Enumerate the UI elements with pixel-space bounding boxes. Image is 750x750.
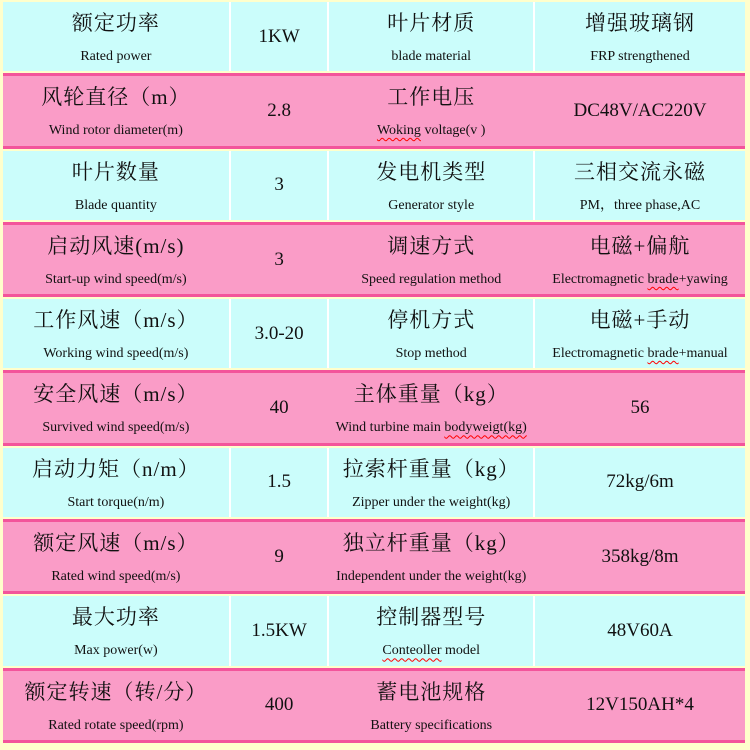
cell-value: 12V150AH*4 <box>586 694 694 716</box>
table-row <box>3 596 745 665</box>
label-chinese: 独立杆重量（kg） <box>342 531 520 556</box>
cell-value: 3 <box>274 248 284 270</box>
label-english: Electromagnetic brade+manual <box>552 346 728 362</box>
spec-label-cell <box>3 596 231 665</box>
label-chinese: 电磁+偏航 <box>589 233 691 258</box>
label-english: Speed regulation method <box>361 271 502 287</box>
misspelled-word: Conteoller <box>382 643 442 659</box>
table-row <box>3 299 745 368</box>
label-chinese: 三相交流永磁 <box>573 159 706 184</box>
cell-value: DC48V/AC220V <box>573 99 707 121</box>
spec-label-cell <box>329 596 535 665</box>
label-english: FRP strengthened <box>590 48 690 64</box>
label-chinese: 启动风速(m/s) <box>47 233 185 258</box>
label-english: blade material <box>391 48 472 64</box>
cell-value: 1.5KW <box>251 620 307 642</box>
label-english: Zipper under the weight(kg) <box>352 494 511 510</box>
misspelled-word: Woking <box>376 123 421 139</box>
cell-value: 40 <box>269 397 289 419</box>
spec-value-cell <box>231 522 330 591</box>
label-chinese: 工作风速（m/s） <box>33 308 199 333</box>
cell-value: 3.0-20 <box>254 322 304 344</box>
label-english: PM，three phase,AC <box>579 197 701 213</box>
label-chinese: 额定转速（转/分） <box>24 679 208 704</box>
label-english: Survived wind speed(m/s) <box>42 420 190 436</box>
table-row <box>3 448 745 517</box>
label-chinese: 最大功率 <box>71 605 160 630</box>
label-chinese: 叶片数量 <box>71 159 160 184</box>
label-chinese: 叶片材质 <box>387 11 476 35</box>
cell-value: 72kg/6m <box>606 471 674 493</box>
spec-label-cell <box>329 299 535 368</box>
table-row <box>3 222 745 297</box>
spec-value-cell <box>535 671 745 740</box>
spec-label-cell <box>3 522 231 591</box>
spec-value-cell <box>231 225 330 294</box>
label-english: Woking voltage(v ) <box>376 123 486 139</box>
label-chinese: 发电机类型 <box>376 159 487 184</box>
spec-value-cell <box>231 76 330 145</box>
label-english: Conteoller model <box>382 643 481 659</box>
cell-value: 48V60A <box>607 620 673 642</box>
cell-value: 3 <box>274 174 284 196</box>
spec-label-cell <box>3 448 231 517</box>
label-english: Stop method <box>395 346 467 362</box>
spec-value-cell <box>231 596 330 665</box>
spec-label-cell <box>329 373 535 442</box>
spec-label-cell <box>3 299 231 368</box>
cell-value: 1.5 <box>267 471 291 493</box>
label-chinese: 风轮直径（m） <box>41 85 191 110</box>
spec-label-cell <box>329 76 535 145</box>
spec-value-cell <box>535 448 745 517</box>
spec-value-cell <box>231 2 330 71</box>
label-english: Max power(w) <box>74 643 158 659</box>
label-chinese: 安全风速（m/s） <box>33 382 199 407</box>
label-english: Rated rotate speed(rpm) <box>48 717 184 733</box>
label-english: Generator style <box>388 197 475 213</box>
label-chinese: 电磁+手动 <box>589 308 691 333</box>
label-chinese: 调速方式 <box>387 233 476 258</box>
spec-label-cell <box>329 522 535 591</box>
spec-value-cell <box>231 671 330 740</box>
spec-value-cell <box>231 299 330 368</box>
spec-label-cell <box>535 2 745 71</box>
label-chinese: 拉索杆重量（kg） <box>342 456 520 481</box>
misspelled-word: brade <box>647 271 679 287</box>
misspelled-word: brade <box>647 346 679 362</box>
label-english: Start-up wind speed(m/s) <box>45 271 187 287</box>
spec-value-cell <box>231 448 330 517</box>
table-row <box>3 73 745 148</box>
label-chinese: 额定风速（m/s） <box>33 531 199 556</box>
table-row <box>3 370 745 445</box>
label-english: Battery specifications <box>370 717 493 733</box>
spec-label-cell <box>535 151 745 220</box>
spec-label-cell <box>329 151 535 220</box>
cell-value: 9 <box>274 545 284 567</box>
label-english: Independent under the weight(kg) <box>336 568 527 584</box>
label-chinese: 额定功率 <box>71 11 160 35</box>
label-english: Electromagnetic brade+yawing <box>552 271 728 287</box>
spec-value-cell <box>535 76 745 145</box>
spec-label-cell <box>329 225 535 294</box>
cell-value: 358kg/8m <box>601 545 679 567</box>
table-row <box>3 151 745 220</box>
spec-label-cell <box>3 151 231 220</box>
table-row <box>3 519 745 594</box>
spec-label-cell <box>3 671 231 740</box>
spec-value-cell <box>231 373 330 442</box>
label-english: Working wind speed(m/s) <box>43 346 189 362</box>
label-chinese: 蓄电池规格 <box>376 679 487 704</box>
label-english: Wind turbine main bodyweigt(kg) <box>335 420 527 436</box>
label-chinese: 增强玻璃钢 <box>584 11 695 35</box>
label-chinese: 工作电压 <box>387 85 476 110</box>
spec-label-cell <box>329 448 535 517</box>
table-row <box>3 668 745 743</box>
spec-table <box>3 2 745 743</box>
spec-label-cell <box>3 373 231 442</box>
misspelled-word: bodyweigt(kg) <box>444 420 527 436</box>
cell-value: 56 <box>630 397 650 419</box>
spec-label-cell <box>3 76 231 145</box>
label-chinese: 主体重量（kg） <box>353 382 509 407</box>
cell-value: 1KW <box>258 25 300 47</box>
spec-label-cell <box>3 225 231 294</box>
cell-value: 2.8 <box>267 99 291 121</box>
label-chinese: 控制器型号 <box>376 605 487 630</box>
spec-label-cell <box>3 2 231 71</box>
table-row <box>3 2 745 71</box>
spec-label-cell <box>329 671 535 740</box>
spec-value-cell <box>231 151 330 220</box>
spec-value-cell <box>535 596 745 665</box>
spec-value-cell <box>535 522 745 591</box>
spec-label-cell <box>535 225 745 294</box>
spec-label-cell <box>535 299 745 368</box>
label-english: Start torque(n/m) <box>67 494 165 510</box>
spec-value-cell <box>535 373 745 442</box>
label-english: Rated wind speed(m/s) <box>51 568 181 584</box>
spec-label-cell <box>329 2 535 71</box>
label-english: Blade quantity <box>74 197 157 213</box>
label-chinese: 停机方式 <box>387 308 476 333</box>
label-chinese: 启动力矩（n/m） <box>32 456 200 481</box>
label-english: Rated power <box>80 48 152 64</box>
cell-value: 400 <box>264 694 294 716</box>
label-english: Wind rotor diameter(m) <box>48 123 183 139</box>
